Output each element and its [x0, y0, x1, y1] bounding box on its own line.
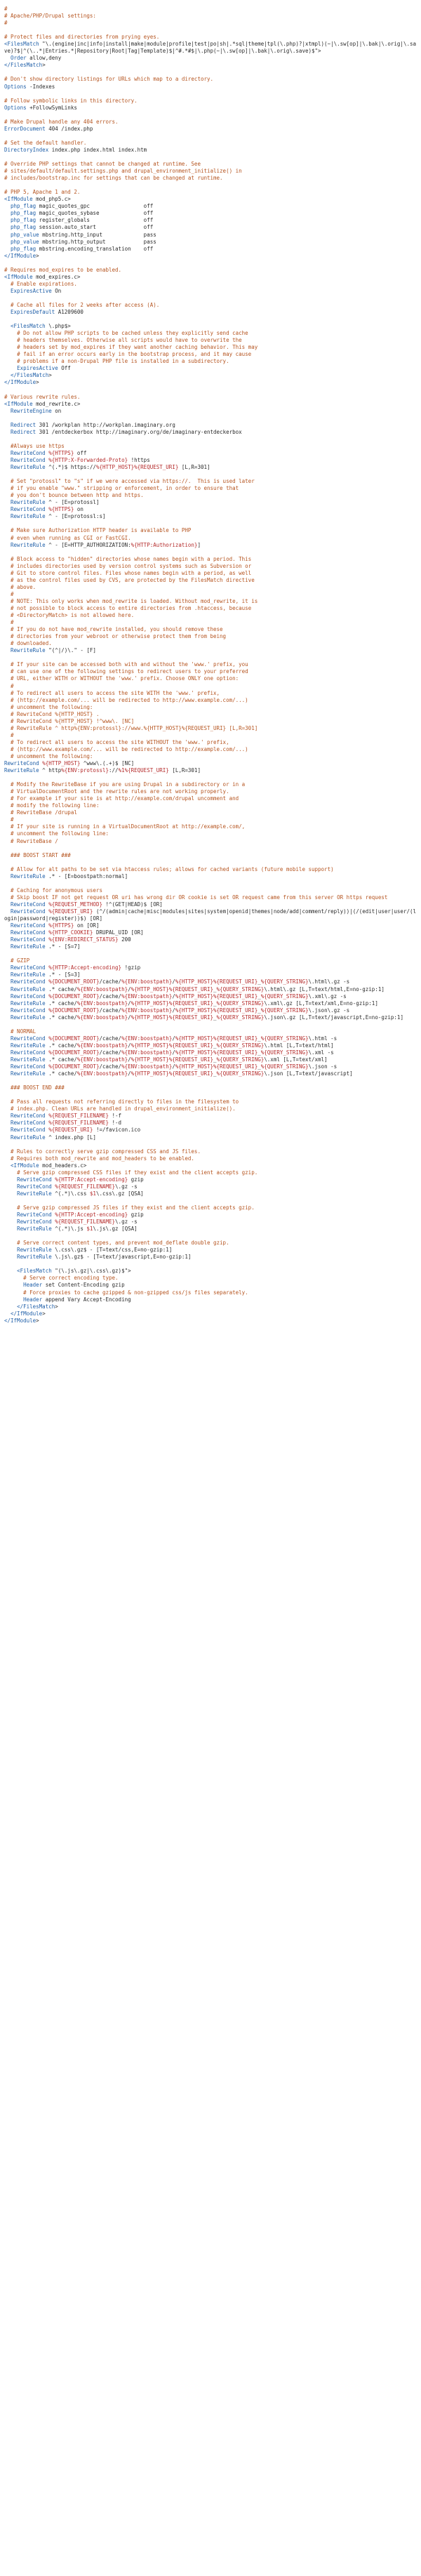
code-line: RewriteCond %{DOCUMENT_ROOT}/cache/%{ENV:boostpath}/%{HTTP_HOST}%{REQUEST_URI}_%{QUERY_STRING}\.xml -s: [11, 1049, 334, 1056]
comment-line: #: [4, 682, 14, 689]
blank-line: [4, 1197, 417, 1204]
code-line: Redirect 301 /entdeckerbox http://imaginary.org/de/imaginary-entdeckerbox: [11, 428, 242, 435]
code-line: RewriteRule .* cache/%{ENV:boostpath}/%{HTTP_HOST}%{REQUEST_URI}_%{QUERY_STRING}\.json\.gz [L,T=text/javascript,E=no-gzip:1]: [11, 1014, 403, 1021]
code-line: RewriteCond %{REQUEST_FILENAME} !-f: [11, 1113, 122, 1120]
blank-line: [4, 182, 417, 189]
blank-line: [4, 415, 417, 422]
comment-line: # To redirect all users to access the site WITHOUT the 'www.' prefix,: [4, 738, 229, 745]
blank-line: [4, 260, 417, 267]
code-line: ExpiresActive On: [11, 287, 62, 294]
comment-line: # Serve correct content types, and prevent mod_deflate double gzip.: [4, 1240, 229, 1247]
code-line: Options +FollowSymLinks: [4, 104, 77, 111]
comment-line: # Apache/PHP/Drupal settings:: [4, 13, 96, 20]
comment-line: # Make sure Authorization HTTP header is available to PHP: [4, 527, 192, 534]
code-line: Options -Indexes: [4, 83, 55, 90]
blank-line: [4, 950, 417, 957]
comment-line: ### BOOST START ###: [4, 851, 71, 858]
comment-line: # Set the default handler.: [4, 139, 87, 146]
comment-line: # Rules to correctly serve gzip compressed CSS and JS files.: [4, 1148, 201, 1155]
code-line: RewriteRule .* - [S=7]: [11, 943, 81, 950]
comment-line: #Always use https: [4, 442, 65, 449]
code-line: RewriteRule ^ - [E=protossl]: [11, 499, 100, 506]
comment-line: # If you do not have mod_rewrite installed, you should remove these: [4, 626, 223, 633]
comment-line: #: [4, 731, 14, 738]
comment-line: # RewriteBase /: [4, 837, 58, 844]
code-line: php_flag mbstring.encoding_translation off: [11, 245, 154, 252]
code-line: Header append Vary Accept-Encoding: [23, 1296, 131, 1303]
code-line: RewriteCond %{HTTP:Accept-encoding} gzip: [17, 1211, 144, 1219]
code-line: RewriteEngine on: [11, 407, 62, 414]
code-line: RewriteRule ^ - [E=HTTP_AUTHORIZATION:%{HTTP:Authorization}]: [11, 541, 201, 548]
blank-line: [4, 387, 417, 394]
comment-line: # (http://example.com/... will be redirected to http://www.example.com/...): [4, 696, 248, 703]
comment-line: #: [4, 816, 14, 823]
code-line: </IfModule>: [4, 252, 39, 259]
comment-line: # not possible to block access to entire directories from .htaccess, because: [4, 604, 252, 611]
comment-line: # Do not allow PHP scripts to be cached unless they explicitly send cache: [4, 330, 248, 337]
comment-line: # headers themselves. Otherwise all scripts would have to overwrite the: [4, 337, 242, 344]
code-line: RewriteCond %{HTTPS} on: [11, 506, 83, 513]
code-line: RewriteRule .* cache/%{ENV:boostpath}/%{HTTP_HOST}%{REQUEST_URI}_%{QUERY_STRING}\.html [L,T=text/html]: [11, 1042, 334, 1049]
comment-line: # headers set by mod_expires if they want another caching behavior. This may: [4, 344, 258, 351]
comment-line: # uncomment the following line:: [4, 830, 109, 837]
comment-line: # Don't show directory listings for URLs which map to a directory.: [4, 76, 214, 83]
code-line: RewriteCond %{REQUEST_FILENAME} !-d: [11, 1120, 122, 1127]
comment-line: # Enable expirations.: [4, 280, 77, 287]
comment-line: # uncomment the following:: [4, 752, 93, 759]
comment-line: # Git to store control files. Files whose names begin with a period, as well: [4, 569, 252, 576]
code-line: ExpiresDefault A1209600: [11, 309, 83, 316]
comment-line: # Allow for alt paths to be set via htaccess rules; allows for cached variants (future mobile support): [4, 865, 334, 872]
comment-line: # Block access to "hidden" directories whose names begin with a period. This: [4, 555, 252, 562]
code-line: RewriteRule .* cache/%{ENV:boostpath}/%{HTTP_HOST}%{REQUEST_URI}_%{QUERY_STRING}\.json [L,T=text/javascript]: [11, 1070, 353, 1077]
comment-line: # Various rewrite rules.: [4, 393, 81, 400]
comment-line: # Serve gzip compressed JS files if they exist and the client accepts gzip.: [4, 1204, 255, 1211]
blank-line: [4, 520, 417, 527]
comment-line: #: [4, 20, 8, 27]
comment-line: # VirtualDocumentRoot and the rewrite rules are not working properly.: [4, 788, 229, 795]
code-line: RewriteRule .* cache/%{ENV:boostpath}/%{HTTP_HOST}%{REQUEST_URI}_%{QUERY_STRING}\.xml [L,T=text/xml]: [11, 1056, 328, 1063]
comment-line: # RewriteRule ^ http%{ENV:protossl}://www.%{HTTP_HOST}%{REQUEST_URI} [L,R=301]: [4, 724, 258, 731]
code-line: <IfModule mod_headers.c>: [11, 1162, 87, 1169]
code-line: RewriteRule ^(.*)$ https://%{HTTP_HOST}%{REQUEST_URI} [L,R=301]: [11, 464, 210, 471]
comment-line: # modify the following line:: [4, 802, 100, 809]
comment-line: # Protect files and directories from prying eyes.: [4, 34, 160, 41]
code-line: RewriteRule .* - [E=boostpath:normal]: [11, 872, 128, 879]
code-line: php_flag magic_quotes_gpc off: [11, 203, 154, 210]
code-line: RewriteRule ^ index.php [L]: [11, 1134, 96, 1141]
blank-line: [4, 859, 417, 866]
code-line: RewriteCond %{HTTP_COOKIE} DRUPAL_UID [OR]: [11, 929, 144, 936]
comment-line: # Caching for anonymous users: [4, 887, 102, 894]
code-line: php_flag session.auto_start off: [11, 224, 154, 231]
code-line: RewriteCond %{REQUEST_FILENAME}\.gz -s: [17, 1183, 138, 1190]
code-line: </IfModule>: [4, 1317, 39, 1324]
code-line: </IfModule>: [4, 379, 39, 386]
code-line: </IfModule>: [11, 1310, 46, 1317]
comment-line: # URL, either WITH or WITHOUT the 'www.' prefix. Choose ONLY one option:: [4, 675, 239, 682]
blank-line: [4, 295, 417, 302]
blank-line: [4, 1261, 417, 1268]
comment-line: # problems if a non-Drupal PHP file is installed in a subdirectory.: [4, 358, 229, 365]
comment-line: # RewriteCond %{HTTP_HOST} .: [4, 710, 100, 717]
code-line: </FilesMatch>: [17, 1303, 58, 1310]
comment-line: # Modify the RewriteBase if you are using Drupal in a subdirectory or in a: [4, 781, 246, 788]
comment-line: # Follow symbolic links in this directory.: [4, 97, 138, 104]
comment-line: # Cache all files for 2 weeks after access (A).: [4, 301, 160, 308]
comment-line: # If your site is running in a VirtualDocumentRoot at http://example.com/,: [4, 823, 246, 830]
code-line: RewriteRule .* - [S=3]: [11, 971, 81, 978]
comment-line: # directories from your webroot or otherwise protect them from being: [4, 633, 227, 640]
comment-line: #: [4, 6, 8, 12]
comment-line: # RewriteBase /drupal: [4, 809, 77, 816]
comment-line: # PHP 5, Apache 1 and 2.: [4, 189, 81, 196]
code-line: RewriteCond %{REQUEST_URI} !=/favicon.ico: [11, 1127, 141, 1134]
code-line: ErrorDocument 404 /index.php: [4, 125, 93, 132]
blank-line: [4, 880, 417, 887]
code-line: php_value mbstring.http_input pass: [11, 231, 156, 238]
blank-line: [4, 316, 417, 323]
code-line: RewriteCond %{DOCUMENT_ROOT}/cache/%{ENV:boostpath}/%{HTTP_HOST}%{REQUEST_URI}_%{QUERY_STRING}\.xml\.gz -s: [11, 992, 347, 1000]
comment-line: # sites/default/default.settings.php and drupal_environment_initialize() in: [4, 168, 242, 175]
code-line: RewriteRule ^(.*)\.css $1\.css\.gz [QSA]: [17, 1190, 144, 1197]
blank-line: [4, 774, 417, 781]
code-line: RewriteRule ^(.*)\.js $1\.js\.gz [QSA]: [17, 1226, 138, 1233]
blank-line: [4, 1091, 417, 1098]
comment-line: # index.php. Clean URLs are handled in drupal_environment_initialize().: [4, 1106, 236, 1113]
comment-line: #: [4, 619, 14, 626]
blank-line: [4, 1021, 417, 1028]
code-line: <IfModule mod_expires.c>: [4, 273, 81, 280]
comment-line: # NORMAL: [4, 1028, 36, 1035]
blank-line: [4, 69, 417, 76]
comment-line: # To redirect all users to access the site WITH the 'www.' prefix,: [4, 689, 220, 696]
code-line: RewriteCond %{DOCUMENT_ROOT}/cache/%{ENV:boostpath}/%{HTTP_HOST}%{REQUEST_URI}_%{QUERY_STRING}\.json -s: [11, 1063, 338, 1070]
code-line: RewriteRule "(^|/)\." - [F]: [11, 647, 96, 654]
code-line: Header set Content-Encoding gzip: [23, 1282, 125, 1289]
code-line: RewriteCond %{HTTPS} off: [11, 449, 87, 456]
comment-line: # as the control files used by CVS, are protected by the FilesMatch directive: [4, 576, 255, 583]
blank-line: [4, 471, 417, 478]
code-line: RewriteCond %{DOCUMENT_ROOT}/cache/%{ENV:boostpath}/%{HTTP_HOST}%{REQUEST_URI}_%{QUERY_STRING}\.json\.gz -s: [11, 1007, 350, 1014]
code-line: RewriteCond %{DOCUMENT_ROOT}/cache/%{ENV:boostpath}/%{HTTP_HOST}%{REQUEST_URI}_%{QUERY_STRING}\.html -s: [11, 1035, 338, 1042]
blank-line: [4, 1141, 417, 1148]
code-line: Redirect 301 /workplan http://workplan.imaginary.org: [11, 421, 175, 428]
blank-line: [4, 91, 417, 98]
code-line: RewriteRule .* cache/%{ENV:boostpath}/%{HTTP_HOST}%{REQUEST_URI}_%{QUERY_STRING}\.html\.gz [L,T=text/html,E=no-gzip:1]: [11, 985, 385, 992]
code-line: RewriteRule .* cache/%{ENV:boostpath}/%{HTTP_HOST}%{REQUEST_URI}_%{QUERY_STRING}\.xml\.gz [L,T=text/xml,E=no-gzip:1]: [11, 1000, 378, 1007]
code-line: RewriteCond %{DOCUMENT_ROOT}/cache/%{ENV:boostpath}/%{HTTP_HOST}%{REQUEST_URI}_%{QUERY_STRING}\.html\.gz -s: [11, 978, 350, 985]
comment-line: # can use one of the following settings to redirect users to your preferred: [4, 668, 248, 675]
comment-line: # downloaded.: [4, 640, 52, 647]
blank-line: [4, 27, 417, 34]
code-line: <FilesMatch "\.(engine|inc|info|install|make|module|profile|test|po|sh|.*sql|theme|tpl(\.php)?|xtmpl)(~|\.sw[op]|\.bak|\.orig|\.save)?$|^(\..*|Entries.*|Repository|Root|Tag|Template)$|^#.*#$|\.php(~|\.sw[op]|\.bak|\.orig\.save)$">: [4, 41, 417, 55]
comment-line: # Requires both mod_rewrite and mod_headers to be enabled.: [4, 1155, 194, 1162]
code-line: <IfModule mod_php5.c>: [4, 196, 71, 203]
code-line: RewriteCond %{REQUEST_FILENAME}\.gz -s: [17, 1219, 138, 1226]
code-line: Order allow,deny: [11, 55, 62, 62]
code-line: php_value mbstring.http_output pass: [11, 238, 156, 245]
comment-line: # Serve gzip compressed CSS files if they exist and the client accepts gzip.: [4, 1169, 258, 1176]
comment-line: # if you enable "www." stripping or enforcement, in order to ensure that: [4, 485, 239, 492]
comment-line: # Force proxies to cache gzipped & non-gzipped css/js files separately.: [4, 1289, 248, 1296]
blank-line: [4, 654, 417, 661]
code-line: </FilesMatch>: [11, 372, 52, 379]
comment-line: # GZIP: [4, 957, 30, 964]
code-line: <FilesMatch "(\.js\.gz|\.css\.gz)$">: [17, 1268, 131, 1275]
blank-line: [4, 436, 417, 443]
code-line: RewriteRule \.js\.gz$ - [T=text/javascript,E=no-gzip:1]: [17, 1254, 192, 1261]
code-line: <IfModule mod_rewrite.c>: [4, 400, 81, 407]
comment-line: # For example if your site is at http://example.com/drupal uncomment and: [4, 795, 239, 802]
code-line: RewriteCond %{HTTP:Accept-encoding} !gzip: [11, 964, 141, 971]
code-line: RewriteCond %{ENV:REDIRECT_STATUS} 200: [11, 936, 131, 943]
comment-line: # RewriteCond %{HTTP_HOST} !^www\. [NC]: [4, 717, 135, 724]
comment-line: # <DirectoryMatch> is not allowed here.: [4, 612, 135, 619]
blank-line: [4, 1233, 417, 1240]
code-line: RewriteCond %{REQUEST_URI} (^/(admin|cache|misc|modules|sites|system|openid|themes|node/add|comment/reply))|(/(edit|user|user/(login|password|register))$) [OR]: [4, 908, 417, 922]
comment-line: # includes directories used by version control systems such as Subversion or: [4, 562, 252, 569]
blank-line: [4, 112, 417, 119]
blank-line: [4, 133, 417, 140]
comment-line: # above.: [4, 583, 36, 590]
comment-line: # (http://www.example.com/... will be redirected to http://example.com/...): [4, 745, 248, 752]
comment-line: # even when running as CGI or FastCGI.: [4, 534, 131, 541]
comment-line: # Serve correct encoding type.: [4, 1275, 119, 1282]
comment-line: # includes/bootstrap.inc for settings that can be changed at runtime.: [4, 175, 223, 182]
code-line: ExpiresActive Off: [17, 365, 71, 372]
comment-line: # Set "protossl" to "s" if we were accessed via https://. This is used later: [4, 478, 255, 485]
code-line: RewriteCond %{HTTP:Accept-encoding} gzip: [17, 1176, 144, 1183]
code-line: RewriteCond %{REQUEST_METHOD} !^(GET|HEAD)$ [OR]: [11, 901, 163, 908]
blank-line: [4, 549, 417, 556]
comment-line: # you don't bounce between http and https.: [4, 492, 144, 499]
code-line: RewriteCond %{HTTP_HOST} ^www\.(.+)$ [NC]: [4, 760, 135, 767]
blank-line: [4, 1077, 417, 1084]
comment-line: ### BOOST END ###: [4, 1084, 65, 1091]
comment-line: #: [4, 590, 14, 597]
code-line: DirectoryIndex index.php index.html index.htm: [4, 146, 147, 153]
code-line: RewriteCond %{HTTP:X-Forwarded-Proto} !https: [11, 457, 150, 463]
code-line: php_flag magic_quotes_sybase off: [11, 210, 154, 217]
blank-line: [4, 845, 417, 852]
comment-line: # Override PHP settings that cannot be changed at runtime. See: [4, 161, 201, 168]
code-line: RewriteRule \.css\.gz$ - [T=text/css,E=no-gzip:1]: [17, 1247, 173, 1254]
code-line: </FilesMatch>: [4, 62, 46, 69]
comment-line: # fail if an error occurs early in the bootstrap process, and it may cause: [4, 351, 252, 358]
blank-line: [4, 154, 417, 161]
code-line: RewriteCond %{HTTPS} on [OR]: [11, 922, 100, 929]
code-line: php_flag register_globals off: [11, 217, 154, 224]
comment-line: # uncomment the following:: [4, 703, 93, 710]
code-line: RewriteRule ^ http%{ENV:protossl}://%1%{REQUEST_URI} [L,R=301]: [4, 767, 201, 774]
comment-line: # If your site can be accessed both with and without the 'www.' prefix, you: [4, 661, 248, 668]
comment-line: # Make Drupal handle any 404 errors.: [4, 118, 119, 125]
comment-line: # Skip boost IF not get request OR uri has wrong dir OR cookie is set OR request came from this server OR https request: [4, 894, 388, 901]
code-line: <FilesMatch \.php$>: [11, 323, 71, 330]
comment-line: # NOTE: This only works when mod_rewrite is loaded. Without mod_rewrite, it is: [4, 597, 258, 604]
comment-line: # Requires mod_expires to be enabled.: [4, 266, 122, 273]
code-line: RewriteRule ^ - [E=protossl:s]: [11, 513, 106, 520]
comment-line: # Pass all requests not referring directly to files in the filesystem to: [4, 1098, 239, 1106]
